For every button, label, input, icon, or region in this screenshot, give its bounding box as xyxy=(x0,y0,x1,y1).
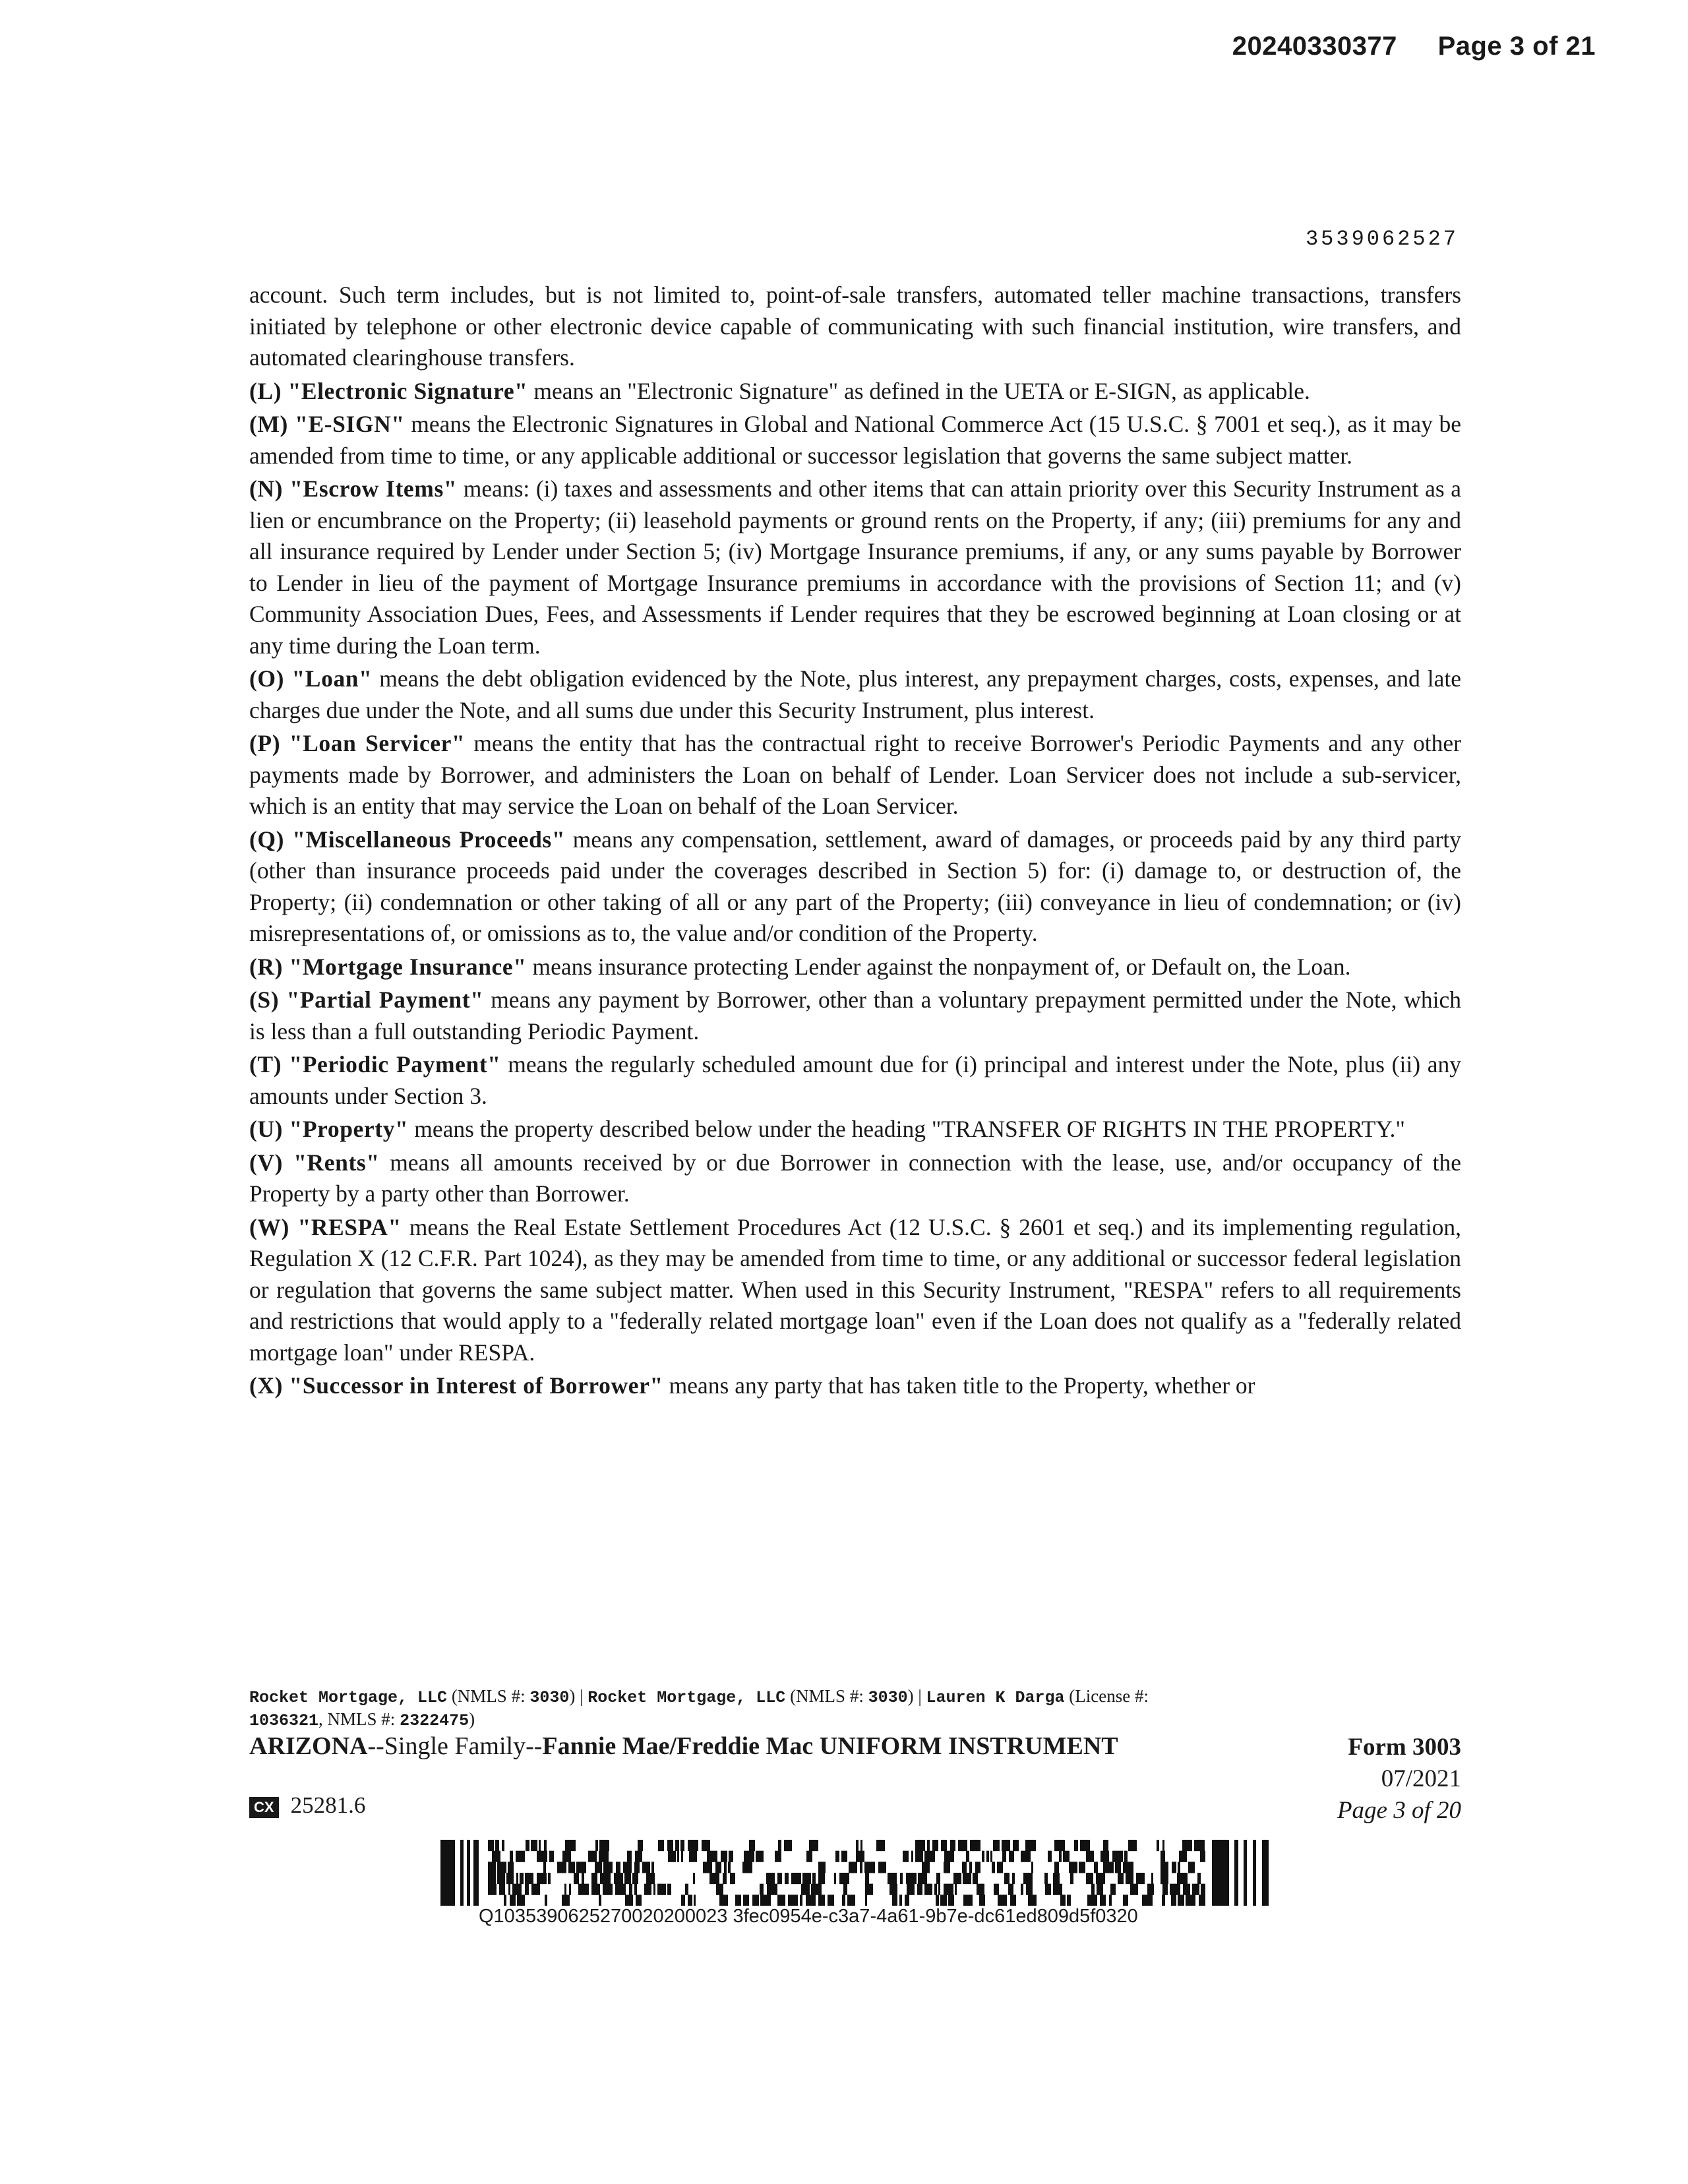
instrument-name: Fannie Mae/Freddie Mac UNIFORM INSTRUMENT xyxy=(542,1732,1118,1760)
doc-code xyxy=(249,1792,365,1819)
definition-text: account. Such term includes, but is not limited to, point-of-sale transfers, automated teller machine transactions, transfers initiated by telephone or other electronic device capable of communicating with such financial institution, wire transfers, and automated clearinghouse transfers. xyxy=(249,282,1461,371)
dash: -- xyxy=(367,1732,384,1760)
definition-paragraph xyxy=(249,409,1461,471)
definition-term: (X) "Successor in Interest of Borrower" xyxy=(249,1372,663,1399)
definition-term: (L) "Electronic Signature" xyxy=(249,377,528,404)
nmls-label-1: (NMLS #: xyxy=(447,1686,530,1706)
definition-term: (Q) "Miscellaneous Proceeds" xyxy=(249,826,566,853)
separator: ) | xyxy=(907,1686,926,1706)
form-page: Page 3 of 20 xyxy=(1337,1797,1461,1824)
nmls-number-1: 3030 xyxy=(529,1688,570,1707)
definition-paragraph xyxy=(249,663,1461,726)
barcode-icon xyxy=(440,1840,1271,1906)
recording-header xyxy=(1232,32,1596,61)
definition-term: (T) "Periodic Payment" xyxy=(249,1051,501,1077)
license-number: 1036321 xyxy=(249,1711,319,1730)
state-name: ARIZONA xyxy=(249,1732,368,1760)
loan-officer: Lauren K Darga xyxy=(926,1688,1065,1707)
definition-paragraph xyxy=(249,1370,1461,1402)
definition-term: (N) "Escrow Items" xyxy=(249,475,458,502)
nmls-number-2: 3030 xyxy=(868,1688,908,1707)
dash: -- xyxy=(526,1732,543,1760)
definition-text: means: (i) taxes and assessments and other items that can attain priority over this Security Instrument as a lien or encumbrance on the Property; (ii) leasehold payments or ground rents on the Property, if any; (iii) premiums for any and all insurance required by Lender under Section 5; (iv) Mortgage Insurance premiums, if any, or any sums payable by Borrower to Lender in lieu of the payment of Mortgage Insurance premiums in accordance with the provisions of Section 11; and (v) Community Association Dues, Fees, and Assessments if Lender requires that they be escrowed beginning at Loan closing or at any time during the Loan term. xyxy=(249,475,1462,659)
definition-term: (S) "Partial Payment" xyxy=(249,986,484,1013)
form-info xyxy=(1337,1732,1461,1827)
nmls-label-3: , NMLS #: xyxy=(318,1709,400,1729)
definition-paragraph xyxy=(249,1147,1461,1210)
definition-text: means an "Electronic Signature" as defined in the UETA or E-SIGN, as applicable. xyxy=(528,377,1310,404)
definition-term: (V) "Rents" xyxy=(249,1149,380,1176)
definition-paragraph xyxy=(249,1212,1461,1369)
form-number: Form 3003 xyxy=(1348,1734,1461,1761)
page-count: Page 3 of 21 xyxy=(1437,32,1596,61)
definition-paragraph xyxy=(249,280,1461,374)
doc-code-number: 25281.6 xyxy=(290,1792,366,1818)
definition-text: means any payment by Borrower, other than a voluntary prepayment permitted under the Note, which is less than a full outstanding Periodic Payment. xyxy=(249,986,1461,1045)
definition-text: means any compensation, settlement, award of damages, or proceeds paid by any third party (other than insurance proceeds paid under the coverages described in Section 5) for: (i) damage to, or destruction of, the Property; (ii) condemnation or other taking of all or any part of the Property; (iii) conveyance in lieu of condemnation; or (iv) misrepresentations of, or omissions as to, the value and/or condition of the Property. xyxy=(249,826,1461,946)
form-date: 07/2021 xyxy=(1381,1765,1461,1792)
separator: ) | xyxy=(569,1686,588,1706)
definition-text: means the entity that has the contractual right to receive Borrower's Periodic Payments and any other payments made by Borrower, and administers the Loan on behalf of Lender. Loan Servicer does not include a sub-servicer, which is an entity that may service the Loan on behalf of the Loan Servicer. xyxy=(249,730,1461,819)
definition-text: means the Electronic Signatures in Global and National Commerce Act (15 U.S.C. § 7001 et seq.), as it may be amended from time to time, or any applicable additional or successor legislation that governs the same subject matter. xyxy=(249,411,1461,469)
definition-paragraph xyxy=(249,376,1461,408)
definition-text: means the property described below under the heading "TRANSFER OF RIGHTS IN THE PROPERTY." xyxy=(408,1116,1405,1142)
definition-text: means insurance protecting Lender against the nonpayment of, or Default on, the Loan. xyxy=(526,953,1351,980)
nmls-number-3: 2322475 xyxy=(400,1711,469,1730)
definition-paragraph xyxy=(249,1114,1461,1145)
definition-paragraph xyxy=(249,1049,1461,1112)
definitions-body xyxy=(249,280,1461,1404)
loan-number: 3539062527 xyxy=(1305,227,1459,251)
definition-paragraph xyxy=(249,952,1461,983)
definition-paragraph xyxy=(249,985,1461,1047)
definition-term: (U) "Property" xyxy=(249,1116,409,1142)
close-paren: ) xyxy=(469,1709,475,1729)
license-label: (License #: xyxy=(1064,1686,1149,1706)
definition-text: means the debt obligation evidenced by the Note, plus interest, any prepayment charges, costs, expenses, and late charges due under the Note, and all sums due under this Security Instrument, plus interest. xyxy=(249,665,1461,723)
lender-name-2: Rocket Mortgage, LLC xyxy=(588,1688,786,1707)
definition-text: means all amounts received by or due Borrower in connection with the lease, use, and/or occupancy of the Property by a party other than Borrower. xyxy=(249,1149,1461,1207)
definition-text: means the regularly scheduled amount due for (i) principal and interest under the Note, plus (ii) any amounts under Section 3. xyxy=(249,1051,1461,1109)
definition-term: (O) "Loan" xyxy=(249,665,373,692)
family-type: Single Family xyxy=(384,1732,526,1760)
definition-paragraph xyxy=(249,473,1461,661)
definition-paragraph xyxy=(249,824,1461,950)
nmls-label-2: (NMLS #: xyxy=(785,1686,868,1706)
recording-number: 20240330377 xyxy=(1232,32,1397,61)
cx-logo-icon: CX xyxy=(249,1797,279,1818)
definition-text: means the Real Estate Settlement Procedures Act (12 U.S.C. § 2601 et seq.) and its implementing regulation, Regulation X (12 C.F.R. Part 1024), as they may be amended from time to time, or any additional or successor federal legislation or regulation that governs the same subject matter. When used in this Security Instrument, "RESPA" refers to all requirements and restrictions that would apply to a "federally related mortgage loan" even if the Loan does not qualify as a "federally related mortgage loan" under RESPA. xyxy=(249,1213,1461,1366)
barcode-text: Q1035390625270020200023 3fec0954e-c3a7-4a61-9b7e-dc61ed809d5f0320 xyxy=(479,1906,1138,1927)
definition-paragraph xyxy=(249,728,1461,822)
definition-term: (M) "E-SIGN" xyxy=(249,411,405,437)
definition-term: (P) "Loan Servicer" xyxy=(249,730,466,756)
lender-info xyxy=(249,1685,1461,1732)
form-title xyxy=(249,1732,1118,1761)
lender-name-1: Rocket Mortgage, LLC xyxy=(249,1688,448,1707)
definition-text: means any party that has taken title to the Property, whether or xyxy=(663,1372,1255,1399)
definition-term: (W) "RESPA" xyxy=(249,1213,402,1240)
definition-term: (R) "Mortgage Insurance" xyxy=(249,953,527,980)
